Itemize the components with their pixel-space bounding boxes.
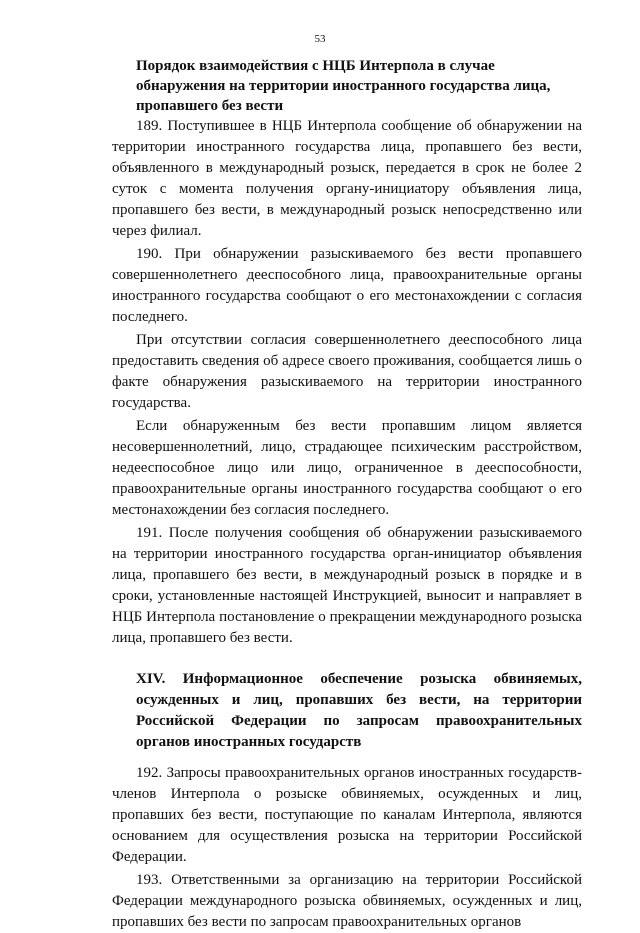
document-body [112, 56, 582, 933]
paragraph-190: 190. При обнаружении разыскиваемого без вести пропавшего совершеннолетнего дееспособного лица, правоохранительные органы иностранного государства сообщают о его местонахождении с согласия последнего. [112, 246, 582, 325]
chapter-heading-xiv: XIV. Информационное обеспечение розыска обвиняемых, осужденных и лиц, пропавших без вести, на территории Российской Федерации по запросам правоохранительных органов иностранных государств [136, 671, 582, 750]
paragraph-192: 192. Запросы правоохранительных органов иностранных государств-членов Интерпола о розыске обвиняемых, осужденных и лиц, пропавших без вести, поступающие по каналам Интерпола, являются основанием для осуществления розыска на территории Российской Федерации. [112, 765, 582, 865]
paragraph-190-no-consent: При отсутствии согласия совершеннолетнего дееспособного лица предоставить сведения об адресе своего проживания, сообщается лишь о факте обнаружения разыскиваемого на территории иностранного государства. [112, 332, 582, 411]
paragraph-191: 191. После получения сообщения об обнаружении разыскиваемого на территории иностранного государства орган-инициатор объявления лица, пропавшего без вести, в международный розыск в порядке и в сроки, установленные настоящей Инструкцией, выносит и направляет в НЦБ Интерпола постановление о прекращении международного розыска лица, пропавшего без вести. [112, 525, 582, 646]
paragraph-190-minor: Если обнаруженным без вести пропавшим лицом является несовершеннолетний, лицо, страдающее психическим расстройством, недееспособное лицо или лицо, ограниченное в дееспособности, правоохранительные органы иностранного государства сообщают о его местонахождении без согласия последнего. [112, 418, 582, 518]
paragraph-189: 189. Поступившее в НЦБ Интерпола сообщение об обнаружении на территории иностранного государства лица, пропавшего без вести, объявленного в международный розыск, передается в срок не более 2 суток с момента получения органу-инициатору объявления лица, пропавшего без вести, в международный розыск непосредственно или через филиал. [112, 118, 582, 239]
page-number: 53 [314, 33, 326, 45]
section-heading-interpol-interaction: Порядок взаимодействия с НЦБ Интерпола в случае обнаружения на территории иностранного государства лица, пропавшего без вести [136, 58, 551, 114]
paragraph-193: 193. Ответственными за организацию на территории Российской Федерации международного розыска обвиняемых, осужденных и лиц, пропавших без вести по запросам правоохранительных органов [112, 872, 582, 930]
